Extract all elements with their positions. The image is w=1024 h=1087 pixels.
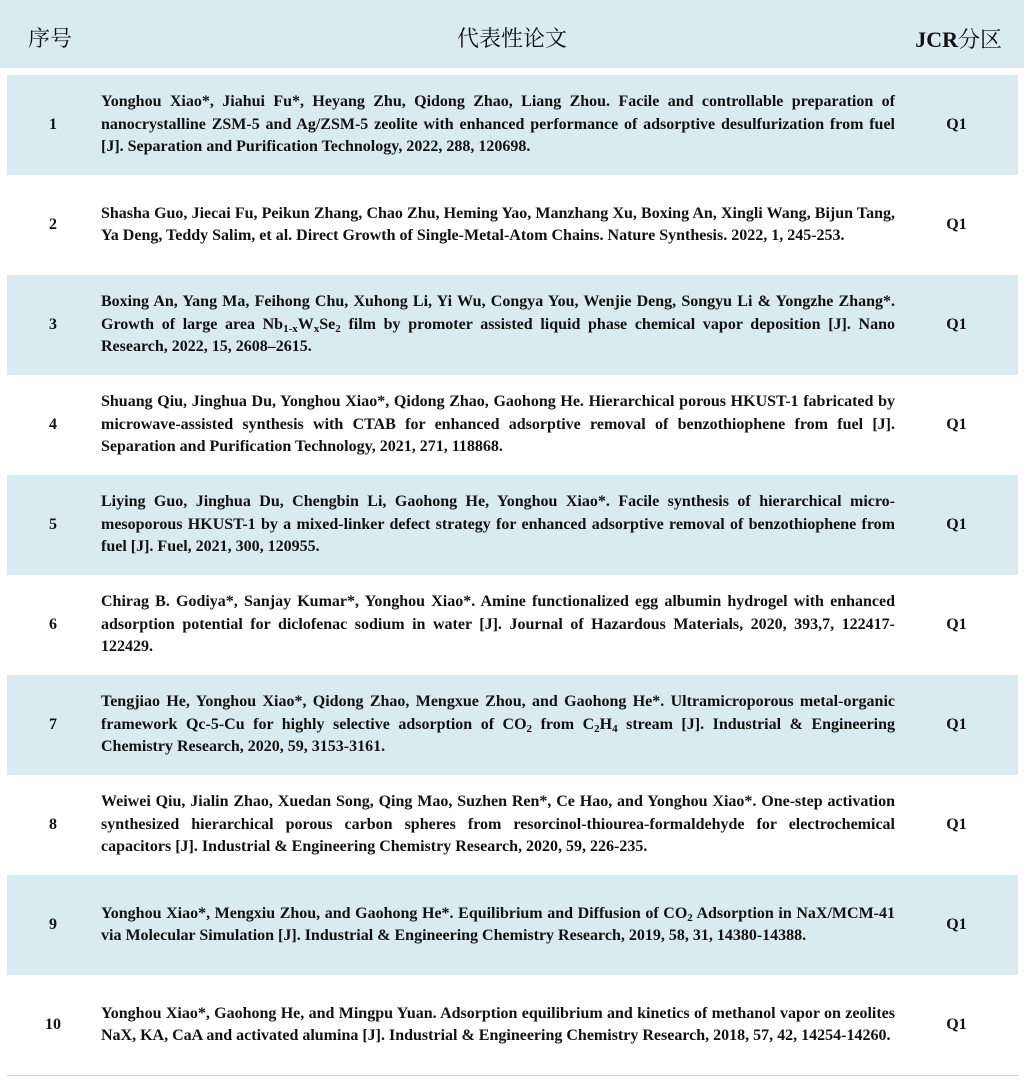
- citation-subscript: 2: [335, 322, 341, 335]
- row-number: 10: [45, 1016, 61, 1033]
- row-number: 2: [49, 216, 57, 233]
- citation-text: Se: [319, 315, 336, 333]
- table-row: [7, 475, 1018, 575]
- table-row: [7, 75, 1018, 175]
- citation-text: Shasha Guo, Jiecai Fu, Peikun Zhang, Chao Zhu, Heming Yao, Manzhang Xu, Boxing An, Xingli Wang, Bijun Tang, Ya Deng, Teddy Salim, et al. Direct Growth of Single-Metal-Atom Chains. Nature Synthesis. 2022, 1, 245-253.: [101, 204, 895, 244]
- citation-text: stream [J]. Industrial & Engineering Chemistry Research, 2020, 59, 3153-3161.: [101, 715, 896, 756]
- paper-citation: [99, 903, 895, 948]
- paper-citation: [99, 491, 895, 559]
- papers-table: [7, 75, 1018, 1075]
- table-row: [7, 875, 1018, 975]
- citation-text: Yonghou Xiao*, Mengxiu Zhou, and Gaohong He*. Equilibrium and Diffusion of CO: [101, 904, 688, 922]
- citation-subscript: x: [313, 322, 320, 335]
- citation-text: Tengjiao He, Yonghou Xiao*, Qidong Zhao, Mengxue Zhou, and Gaohong He*. Ultramicroporous metal-organic framework Qc-5-Cu for highly selective adsorption of CO: [101, 693, 895, 733]
- table-row: [7, 675, 1018, 775]
- citation-text: Shuang Qiu, Jinghua Du, Yonghou Xiao*, Qidong Zhao, Gaohong He. Hierarchical porous HKUST-1 fabricated by microwave-assisted synthesis with CTAB for enhanced adsorptive removal of benzothiophene from fuel [J]. Separation and Purification Technology, 2021, 271, 118868.: [101, 393, 895, 456]
- paper-citation: [99, 691, 895, 759]
- header-paper: 代表性论文: [456, 27, 567, 52]
- citation-text: from C: [532, 715, 595, 733]
- table-row: [7, 375, 1018, 475]
- paper-citation: [99, 203, 895, 248]
- row-number: 8: [49, 816, 57, 833]
- row-number: 6: [49, 616, 57, 633]
- jcr-quartile: Q1: [946, 516, 967, 533]
- citation-text: Yonghou Xiao*, Gaohong He, and Mingpu Yuan. Adsorption equilibrium and kinetics of methanol vapor on zeolites NaX, KA, CaA and activated alumina [J]. Industrial & Engineering Chemistry Research, 2018, 57, 42, 14254-14260.: [101, 1004, 895, 1044]
- citation-text: Chirag B. Godiya*, Sanjay Kumar*, Yonghou Xiao*. Amine functionalized egg albumin hydrogel with enhanced adsorption potential for diclofenac sodium in water [J]. Journal of Hazardous Materials, 2020, 393,7, 122417-122429.: [101, 593, 895, 656]
- jcr-quartile: Q1: [946, 216, 967, 233]
- paper-citation: [99, 291, 895, 359]
- row-number: 9: [49, 916, 57, 933]
- paper-citation: [99, 91, 895, 159]
- jcr-quartile: Q1: [946, 616, 967, 633]
- header-jcr-latin: JCR: [915, 27, 958, 52]
- citation-subscript: 4: [612, 722, 618, 735]
- table-bottom-rule: [7, 1075, 1018, 1076]
- jcr-quartile: Q1: [946, 116, 967, 133]
- jcr-quartile: Q1: [946, 316, 967, 333]
- header-number: 序号: [28, 27, 73, 52]
- citation-text: Boxing An, Yang Ma, Feihong Chu, Xuhong Li, Yi Wu, Congya You, Wenjie Deng, Songyu Li & Yongzhe Zhang*. Growth of large area Nb: [101, 293, 895, 333]
- paper-citation: [99, 391, 895, 459]
- jcr-quartile: Q1: [946, 716, 967, 733]
- table-row: [7, 175, 1018, 275]
- jcr-quartile: Q1: [946, 416, 967, 433]
- paper-citation: [99, 791, 895, 859]
- citation-text: Weiwei Qiu, Jialin Zhao, Xuedan Song, Qing Mao, Suzhen Ren*, Ce Hao, and Yonghou Xiao*. One-step activation synthesized hierarchical porous carbon spheres from resorcinol-thiourea-formaldehyde for electrochemical capacitors [J]. Industrial & Engineering Chemistry Research, 2020, 59, 226-235.: [101, 793, 895, 856]
- jcr-quartile: Q1: [946, 916, 967, 933]
- header-jcr-cjk: 分区: [957, 28, 1002, 53]
- table-row: [7, 275, 1018, 375]
- citation-text: H: [599, 715, 613, 733]
- row-number: 1: [49, 116, 57, 133]
- citation-text: Liying Guo, Jinghua Du, Chengbin Li, Gaohong He, Yonghou Xiao*. Facile synthesis of hierarchical micro-mesoporous HKUST-1 by a mixed-linker defect strategy for enhanced adsorptive removal of benzothiophene from fuel [J]. Fuel, 2021, 300, 120955.: [101, 493, 895, 556]
- table-row: [7, 775, 1018, 875]
- citation-subscript: 2: [687, 911, 693, 924]
- table-header: [0, 0, 1024, 68]
- table-row: [7, 975, 1018, 1075]
- paper-citation: [99, 591, 895, 659]
- header-jcr: [915, 0, 1002, 68]
- citation-text: Adsorption in NaX/MCM-41 via Molecular Simulation [J]. Industrial & Engineering Chemistry Research, 2019, 58, 31, 14380-14388.: [101, 904, 896, 944]
- citation-text: Yonghou Xiao*, Jiahui Fu*, Heyang Zhu, Qidong Zhao, Liang Zhou. Facile and controllable preparation of nanocrystalline ZSM-5 and Ag/ZSM-5 zeolite with enhanced performance of adsorptive desulfurization from fuel [J]. Separation and Purification Technology, 2022, 288, 120698.: [101, 93, 895, 156]
- table-row: [7, 575, 1018, 675]
- row-number: 5: [49, 516, 57, 533]
- citation-text: film by promoter assisted liquid phase chemical vapor deposition [J]. Nano Research, 2022, 15, 2608–2615.: [101, 315, 895, 356]
- jcr-quartile: Q1: [946, 816, 967, 833]
- citation-subscript: 2: [594, 722, 600, 735]
- citation-subscript: 2: [526, 722, 533, 735]
- row-number: 7: [49, 716, 57, 733]
- jcr-quartile: Q1: [946, 1016, 967, 1033]
- row-number: 4: [49, 416, 57, 433]
- row-number: 3: [49, 316, 57, 333]
- citation-text: W: [297, 315, 314, 333]
- paper-citation: [99, 1003, 895, 1048]
- citation-subscript: 1-x: [283, 322, 298, 335]
